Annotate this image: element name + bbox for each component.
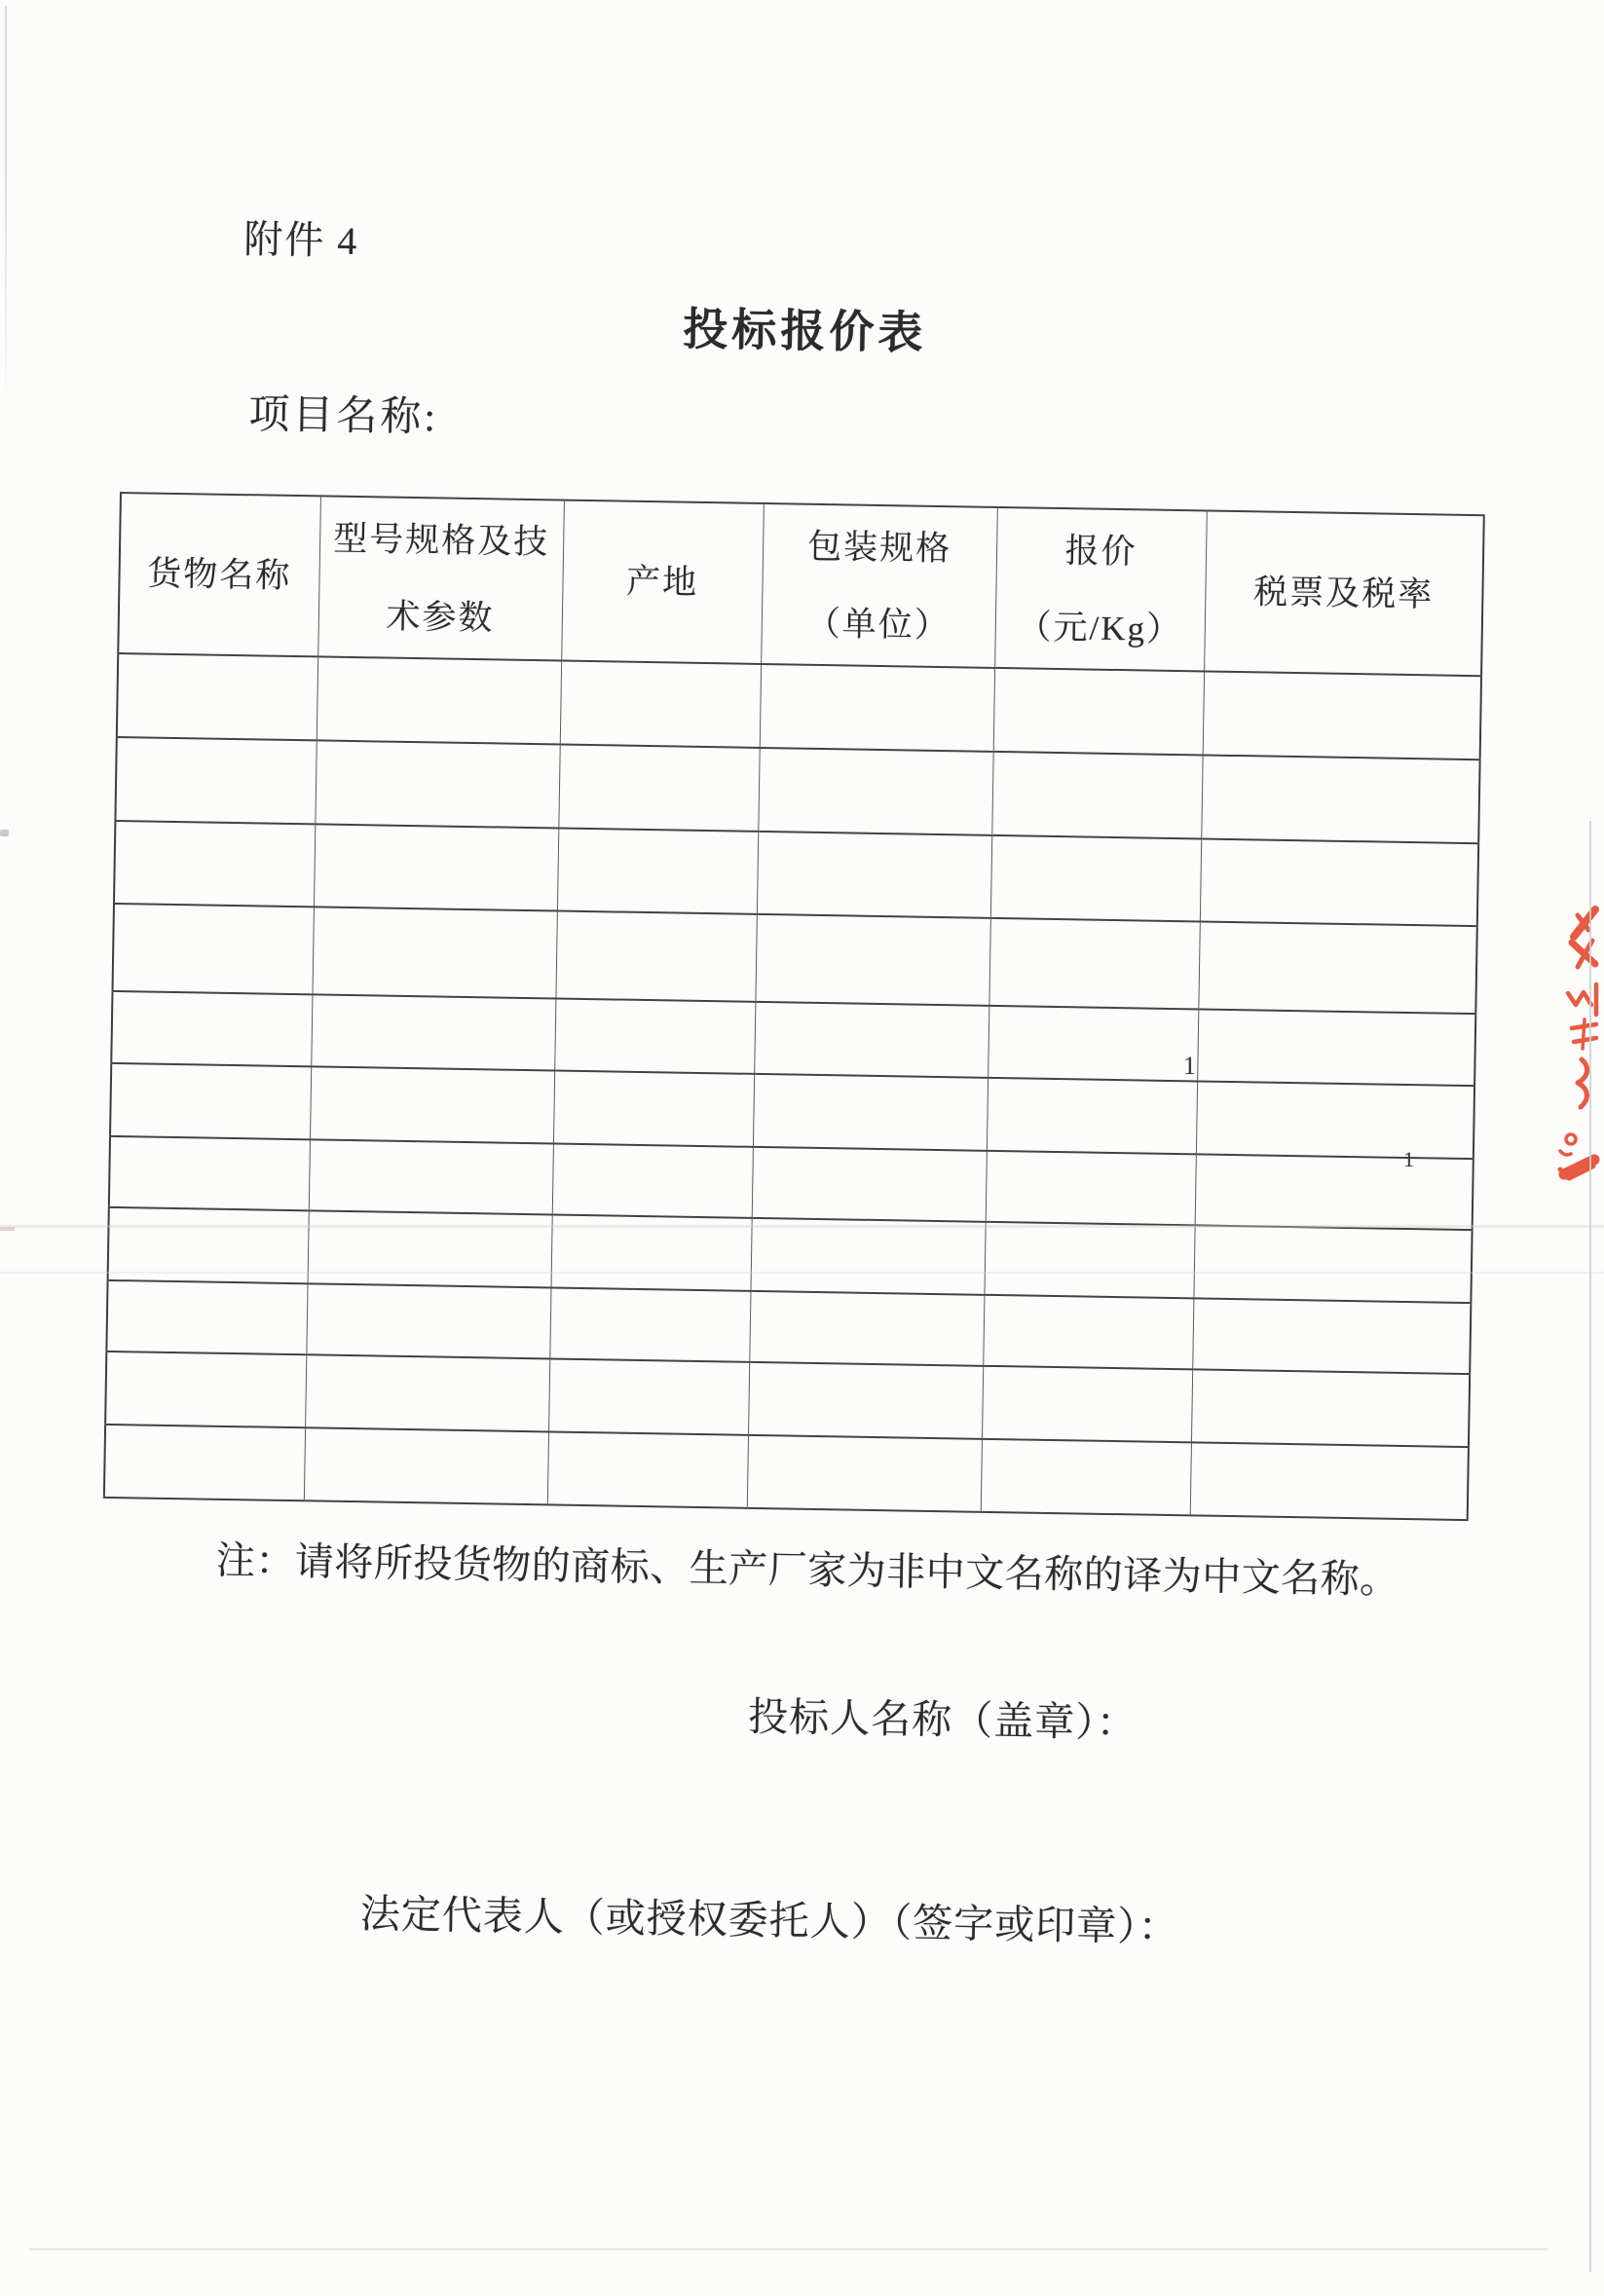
table-cell [549,1287,750,1361]
table-cell [982,1366,1192,1443]
legal-representative-line: 法定代表人（或授权委托人）（签字或印章）： [359,1891,1180,1950]
paper-edge-line-top [5,6,7,415]
table-cell [981,1439,1191,1516]
table-cell [1198,921,1476,1014]
header-tax-rate: 税票及税率 [1204,511,1484,677]
table-cell [558,745,759,832]
project-name-label: 项目名称: [247,392,439,441]
bidder-seal-line: 投标人名称（盖章）： [747,1693,1138,1746]
stray-pen-mark: 1 [1183,1052,1196,1080]
table-cell [760,664,994,752]
table-cell [1193,1225,1472,1303]
table-cell [117,653,317,740]
table-cell [983,1295,1193,1370]
table-cell [993,668,1204,756]
table-cell [548,1358,749,1434]
table-cell [748,1362,983,1439]
table-cell [310,1066,554,1143]
paper-edge-line [1589,821,1591,2272]
table-cell [547,1431,748,1507]
table-cell [758,748,992,835]
table-cell [984,1222,1194,1299]
attachment-label: 附件 4 [242,217,359,264]
table-cell [105,1352,306,1427]
table-cell [752,1147,987,1222]
stray-pen-mark: 1 [1403,1147,1414,1171]
table-cell [309,1139,553,1214]
table-cell [554,998,755,1073]
table-cell [1203,671,1481,759]
table-header-row [118,493,1484,676]
table-cell [109,1136,310,1210]
table-cell [110,1063,311,1139]
table-cell [111,991,312,1066]
table-cell [1195,1154,1473,1230]
scanner-streak [0,1272,1604,1274]
red-handwriting-stamp-artifact [1548,896,1604,1188]
table-cell [306,1283,550,1358]
table-cell [990,835,1201,922]
header-unit-price: 报价 （元/Kg） [994,507,1207,672]
note-line: 注：请将所投货物的商标、生产厂家为非中文名称的译为中文名称。 [215,1537,1400,1602]
table-cell [754,1002,989,1078]
header-model-spec: 型号规格及技 术参数 [317,496,564,660]
table-cell [986,1151,1196,1226]
table-cell [557,829,758,914]
header-goods-name: 货物名称 [118,493,320,656]
paper-bottom-shadow [29,2248,1548,2250]
table-cell [747,1435,982,1512]
header-packaging-spec: 包装规格 （单位） [761,503,997,668]
table-cell [304,1427,548,1504]
table-cell [991,752,1202,839]
table-cell [553,1070,754,1146]
table-cell [560,661,761,748]
table-cell [1192,1298,1471,1374]
header-origin: 产地 [561,500,764,664]
table-cell [749,1291,984,1366]
table-cell [1190,1442,1469,1520]
table-cell [757,832,991,918]
table-cell [1200,838,1478,926]
table-cell [312,907,556,998]
table-cell [104,1425,305,1500]
table-cell [552,1143,753,1217]
bid-quotation-table [103,492,1485,1521]
table-cell [112,904,313,994]
table-cell [1201,755,1479,843]
table-cell [1197,1009,1475,1086]
scanner-streak [0,1225,1604,1228]
table-cell [308,1210,552,1287]
table-cell [106,1280,307,1354]
table-cell [315,740,559,828]
table-cell [115,737,316,824]
table-cell [114,821,315,907]
table-cell [314,824,558,910]
table-cell [987,1078,1197,1155]
table-cell [1196,1081,1474,1159]
table-cell [311,994,555,1070]
table-cell [1191,1369,1470,1447]
table-cell [753,1074,988,1151]
table-cell [755,914,989,1006]
table-cell [305,1354,549,1431]
table-cell [989,918,1199,1010]
page-title: 投标报价表 [682,304,927,358]
table-cell [750,1218,985,1295]
table-body [104,653,1481,1520]
table-cell [555,911,756,1002]
table-cell [317,656,561,744]
scan-smudge [0,830,9,836]
table-cell [988,1006,1198,1082]
